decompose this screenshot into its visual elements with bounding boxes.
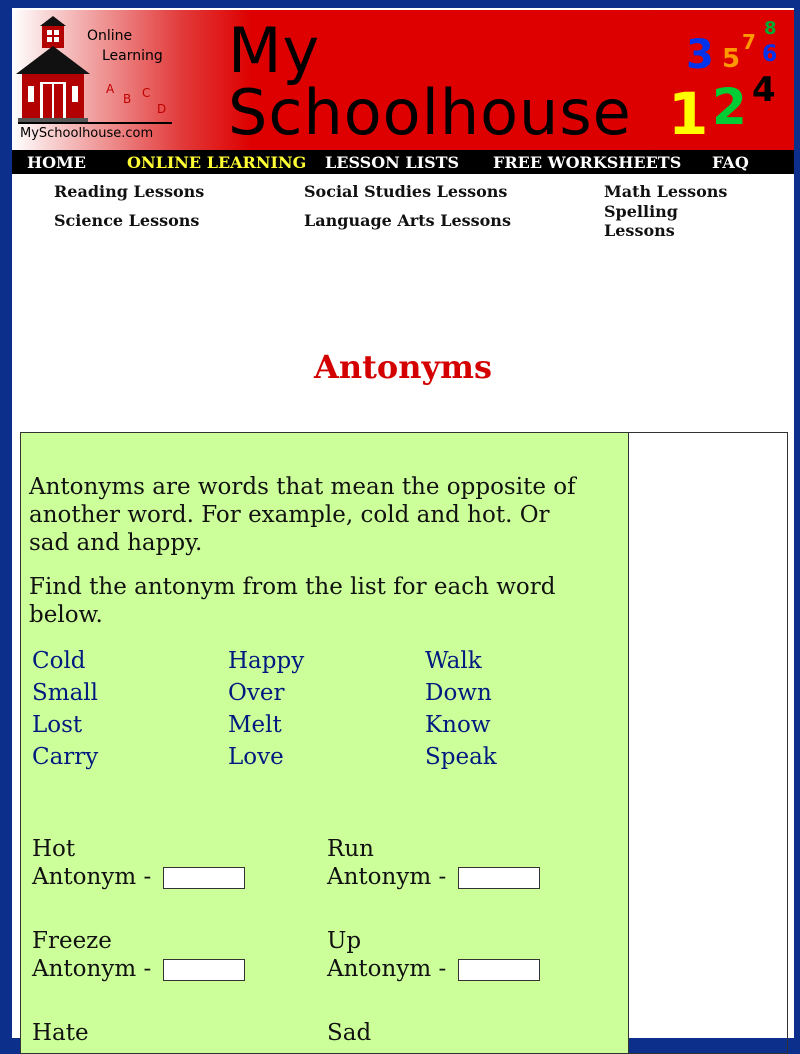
antonym-input-up[interactable] [458, 959, 540, 981]
word-list-item: Happy [228, 648, 305, 674]
link-social-studies-lessons[interactable]: Social Studies Lessons [304, 182, 508, 201]
logo-letter-d: D [157, 102, 167, 116]
intro-line-2: another word. For example, cold and hot. Or [29, 502, 550, 528]
site-title-schoolhouse: Schoolhouse [228, 76, 632, 149]
number-6: 6 [762, 42, 778, 67]
antonym-label: Antonym - [32, 864, 152, 890]
link-reading-lessons[interactable]: Reading Lessons [54, 182, 205, 201]
page [12, 8, 794, 1046]
antonym-label: Antonym - [327, 864, 447, 890]
link-math-lessons[interactable]: Math Lessons [604, 182, 728, 201]
lesson-table [20, 432, 788, 1054]
word-list-item: Speak [425, 744, 497, 770]
site-title-my: My [228, 14, 321, 87]
number-5: 5 [722, 44, 741, 74]
nav-faq[interactable]: FAQ [712, 153, 749, 172]
nav-free-worksheets[interactable]: FREE WORKSHEETS [493, 153, 682, 172]
question-word-sad: Sad [327, 1020, 372, 1046]
link-science-lessons[interactable]: Science Lessons [54, 211, 200, 230]
intro-line-3: sad and happy. [29, 530, 203, 556]
word-list-item: Know [425, 712, 491, 738]
site-url: MySchoolhouse.com [20, 126, 154, 141]
lesson-cell [21, 433, 629, 1053]
antonym-input-hot[interactable] [163, 867, 245, 889]
nav-home[interactable]: HOME [27, 153, 86, 172]
link-language-arts-lessons[interactable]: Language Arts Lessons [304, 211, 511, 230]
antonym-input-freeze[interactable] [163, 959, 245, 981]
word-list-item: Down [425, 680, 492, 706]
word-list-item: Love [228, 744, 284, 770]
number-1: 1 [668, 80, 709, 148]
antonym-label: Antonym - [327, 956, 447, 982]
word-list-item: Small [32, 680, 98, 706]
instructions-line-2: below. [29, 602, 103, 628]
main-nav [12, 150, 794, 174]
link-spelling-lessons[interactable]: Spelling [604, 202, 678, 221]
number-7: 7 [742, 30, 756, 54]
word-list-item: Carry [32, 744, 99, 770]
question-word-up: Up [327, 928, 362, 954]
page-title: Antonyms [314, 348, 492, 386]
link-spelling-lessons-line2[interactable]: Lessons [604, 221, 675, 240]
question-word-hot: Hot [32, 836, 76, 862]
logo-letter-b: B [123, 92, 132, 106]
intro-line-1: Antonyms are words that mean the opposite of [29, 474, 576, 500]
number-3: 3 [686, 32, 714, 78]
nav-lesson-lists[interactable]: LESSON LISTS [325, 153, 460, 172]
word-list-item: Lost [32, 712, 83, 738]
number-8: 8 [764, 18, 777, 39]
question-word-run: Run [327, 836, 374, 862]
word-list-item: Cold [32, 648, 86, 674]
logo-text-learning: Learning [102, 48, 163, 64]
antonym-input-run[interactable] [458, 867, 540, 889]
nav-online-learning[interactable]: ONLINE LEARNING [127, 153, 307, 172]
instructions-line-1: Find the antonym from the list for each word [29, 574, 556, 600]
word-list-item: Over [228, 680, 285, 706]
logo-underline [18, 122, 172, 124]
header-banner[interactable] [12, 10, 794, 150]
word-list-item: Melt [228, 712, 282, 738]
logo-text-online: Online [87, 28, 133, 44]
number-4: 4 [752, 70, 776, 110]
number-2: 2 [712, 78, 747, 136]
antonym-label: Antonym - [32, 956, 152, 982]
question-word-hate: Hate [32, 1020, 89, 1046]
word-list-item: Walk [425, 648, 482, 674]
question-word-freeze: Freeze [32, 928, 112, 954]
logo-letter-a: A [106, 82, 115, 96]
logo-letter-c: C [142, 86, 151, 100]
